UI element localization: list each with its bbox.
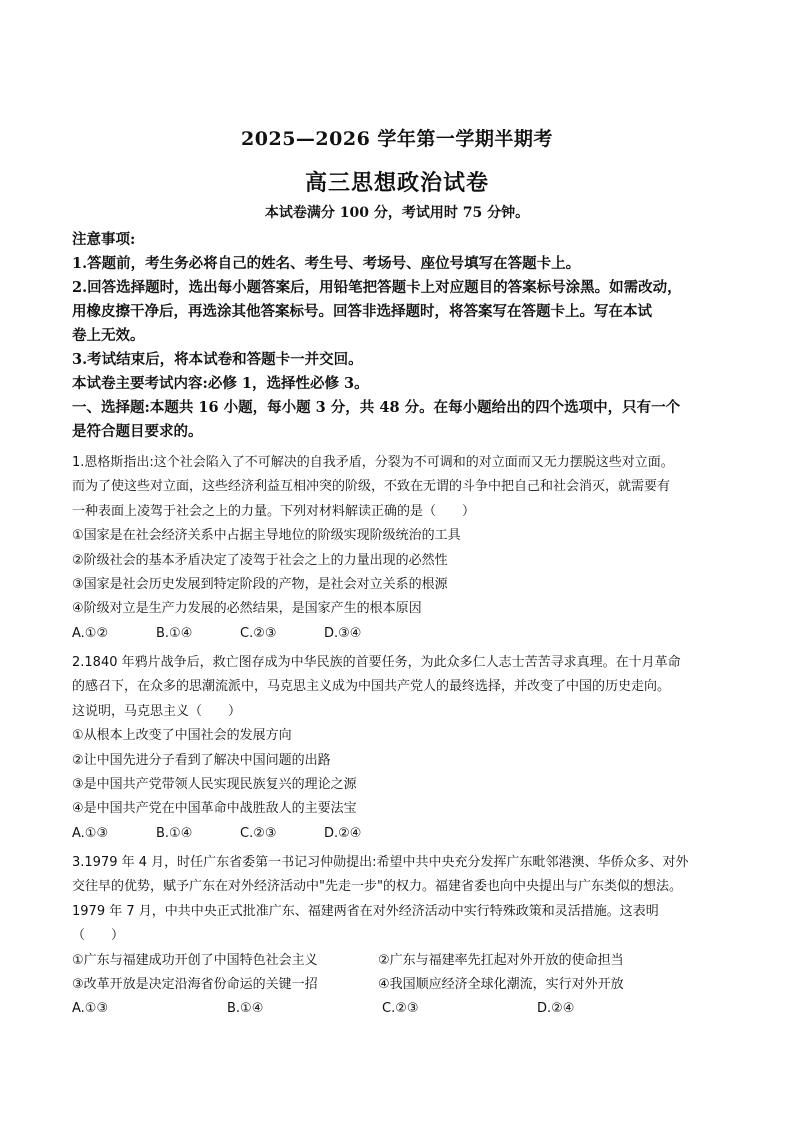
statement-row xyxy=(72,973,722,997)
option-c[interactable]: C.②③ xyxy=(240,625,277,641)
statement-row xyxy=(72,949,722,973)
exam-subject: 高三思想政治试卷 xyxy=(304,170,489,196)
question-stem: 1.恩格斯指出:这个社会陷入了不可解决的自我矛盾，分裂为不可调和的对立面而又无力摆脱这些对立面。 xyxy=(72,455,674,470)
notice-item-2-cont: 用橡皮擦干净后，再选涂其他答案标号。回答非选择题时，将答案写在答题卡上。写在本试 xyxy=(72,303,652,320)
answer-options xyxy=(72,622,722,646)
statement-1: ①国家是在社会经济关系中占据主导地位的阶级实现阶级统治的工具 xyxy=(72,528,461,544)
option-d[interactable]: D.②④ xyxy=(324,825,362,841)
option-d[interactable]: D.②④ xyxy=(537,1001,575,1017)
exam-info: 本试卷满分 100 分，考试用时 75 分钟。 xyxy=(264,205,530,221)
section-heading-cont: 是符合题目要求的。 xyxy=(72,423,203,440)
notice-item-1: 1.答题前，考生务必将自己的姓名、考生号、考场号、座位号填写在答题卡上。 xyxy=(72,255,581,272)
question-1 xyxy=(72,451,722,646)
section-heading: 一、选择题:本题共 16 小题，每小题 3 分，共 48 分。在每小题给出的四个选项中，只有一个 xyxy=(72,399,681,416)
option-a[interactable]: A.①③ xyxy=(72,1001,109,1017)
option-a[interactable]: A.①③ xyxy=(72,825,109,841)
answer-options xyxy=(72,822,722,846)
question-stem: 而为了使这些对立面，这些经济利益互相冲突的阶级，不致在无谓的斗争中把自己和社会消灭，就需要有 xyxy=(72,479,671,495)
question-stem: 交往早的优势，赋予广东在对外经济活动中"先走一步"的权力。福建省委也向中央提出与广东类似的想法。 xyxy=(72,879,682,895)
question-stem: 2.1840 年鸦片战争后，救亡图存成为中华民族的首要任务，为此众多仁人志士苦苦寻求真理。在十月革命 xyxy=(72,655,681,670)
notice-section xyxy=(72,228,722,444)
question-stem: 的感召下，在众多的思潮流派中，马克思主义成为中国共产党人的最终选择，并改变了中国的历史走向。 xyxy=(72,679,671,695)
question-stem: 1979 年 7 月，中共中央正式批准广东、福建两省在对外经济活动中实行特殊政策和灵活措施。这表明 xyxy=(72,903,659,919)
statement-4: ④是中国共产党在中国革命中战胜敌人的主要法宝 xyxy=(72,801,357,817)
statement-2: ②广东与福建率先扛起对外开放的使命担当 xyxy=(378,952,624,968)
option-b[interactable]: B.①④ xyxy=(227,1001,264,1017)
question-3 xyxy=(72,851,722,1022)
statement-1: ①从根本上改变了中国社会的发展方向 xyxy=(72,728,292,744)
statement-3: ③国家是社会历史发展到特定阶段的产物，是社会对立关系的根源 xyxy=(72,577,448,593)
exam-title: 2025—2026 学年第一学期半期考 xyxy=(241,128,553,150)
option-c[interactable]: C.②③ xyxy=(240,825,277,841)
statement-4: ④阶级对立是生产力发展的必然结果，是国家产生的根本原因 xyxy=(72,601,422,617)
option-b[interactable]: B.①④ xyxy=(156,825,193,841)
option-a[interactable]: A.①② xyxy=(72,625,109,641)
question-stem: 一种表面上凌驾于社会之上的力量。下列对材料解读正确的是（ ） xyxy=(72,503,476,519)
statement-3: ③改革开放是决定沿海省份命运的关键一招 xyxy=(72,977,318,993)
question-stem: 3.1979 年 4 月，时任广东省委第一书记习仲勋提出:希望中共中央充分发挥广东毗邻港澳、华侨众多、对外 xyxy=(72,855,689,870)
statement-2: ②阶级社会的基本矛盾决定了凌驾于社会之上的力量出现的必然性 xyxy=(72,552,448,568)
question-stem: （ ） xyxy=(72,928,125,944)
option-b[interactable]: B.①④ xyxy=(156,625,193,641)
statement-4: ④我国顺应经济全球化潮流，实行对外开放 xyxy=(378,977,624,993)
option-d[interactable]: D.③④ xyxy=(324,625,362,641)
statement-2: ②让中国先进分子看到了解决中国问题的出路 xyxy=(72,752,331,768)
notice-item-3: 3.考试结束后，将本试卷和答题卡一并交回。 xyxy=(72,351,363,368)
notice-item-2-end: 卷上无效。 xyxy=(72,327,145,344)
question-stem: 这说明，马克思主义（ ） xyxy=(72,703,242,719)
statement-1: ①广东与福建成功开创了中国特色社会主义 xyxy=(72,952,318,968)
notice-heading: 注意事项: xyxy=(72,231,136,248)
exam-scope: 本试卷主要考试内容:必修 1，选择性必修 3。 xyxy=(72,375,369,392)
question-2 xyxy=(72,651,722,846)
notice-item-2: 2.回答选择题时，选出每小题答案后，用铅笔把答题卡上对应题目的答案标号涂黑。如需改动， xyxy=(72,279,682,296)
answer-options xyxy=(72,997,722,1021)
option-c[interactable]: C.②③ xyxy=(382,1001,419,1017)
statement-3: ③是中国共产党带领人民实现民族复兴的理论之源 xyxy=(72,777,357,793)
